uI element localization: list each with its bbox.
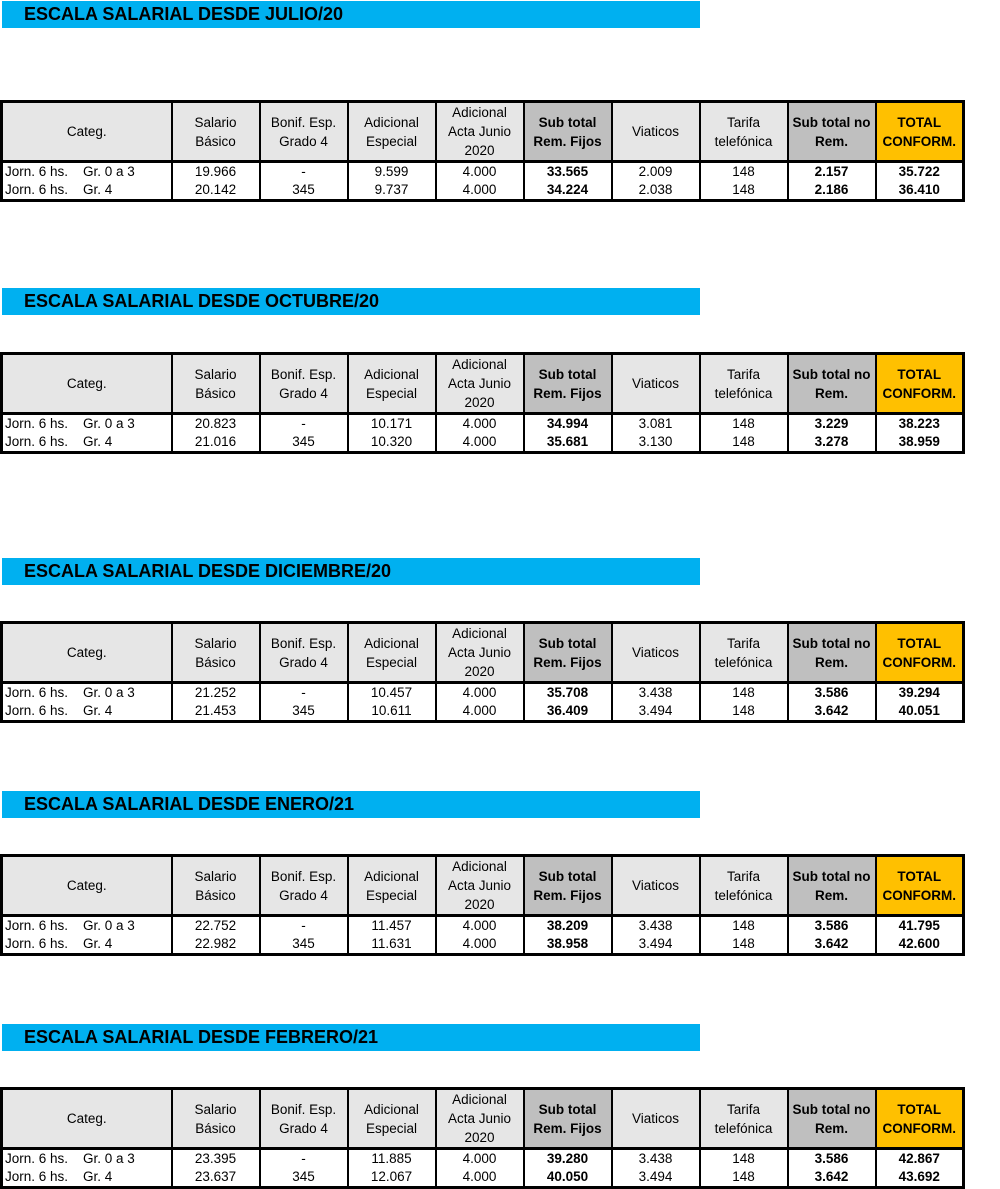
header-tarifa-telefonica xyxy=(700,623,788,683)
cell-adicional-especial: 10.320 xyxy=(348,433,436,453)
cell-adicional-especial: 12.067 xyxy=(348,1168,436,1188)
header-line: Grado 4 xyxy=(279,654,328,670)
header-line: Adicional xyxy=(452,357,507,372)
table-row xyxy=(2,702,964,722)
header-adicional-especial xyxy=(348,102,436,162)
header-viaticos: Viaticos xyxy=(612,1089,700,1149)
header-adicional-acta xyxy=(436,1089,524,1149)
table-row xyxy=(2,433,964,453)
header-line: Rem. xyxy=(814,654,848,670)
header-line: CONFORM. xyxy=(882,887,956,903)
header-line: Sub total no xyxy=(792,366,871,382)
header-line: Grado 4 xyxy=(279,385,328,401)
cell-viaticos: 3.130 xyxy=(612,433,700,453)
header-line: CONFORM. xyxy=(882,133,956,149)
header-line: Sub total xyxy=(538,366,597,382)
header-bonif-esp xyxy=(260,856,348,916)
header-viaticos: Viaticos xyxy=(612,623,700,683)
header-salario-basico: Salario Básico xyxy=(172,1089,260,1149)
cell-tarifa-telefonica: 148 xyxy=(700,935,788,955)
header-line: Bonif. Esp. xyxy=(270,635,337,651)
header-line: Rem. xyxy=(814,1120,848,1136)
header-bonif-esp xyxy=(260,354,348,414)
header-line: Sub total xyxy=(538,635,597,651)
header-line: Rem. Fijos xyxy=(533,133,602,149)
header-subtotal-rem-fijos xyxy=(524,1089,612,1149)
header-line: Acta Junio xyxy=(447,124,512,139)
cell-adicional-acta: 4.000 xyxy=(436,935,524,955)
cell-bonif-esp: - xyxy=(260,162,348,182)
cell-subtotal-no-rem: 2.157 xyxy=(788,162,876,182)
cell-salario-basico: 21.252 xyxy=(172,683,260,703)
cell-adicional-especial: 10.171 xyxy=(348,414,436,434)
header-subtotal-no-rem xyxy=(788,102,876,162)
cell-total-conform: 38.959 xyxy=(876,433,964,453)
section-title: ESCALA SALARIAL DESDE DICIEMBRE/20 xyxy=(2,558,700,585)
table-row xyxy=(2,916,964,936)
header-line: 2020 xyxy=(464,143,495,158)
cell-salario-basico: 22.752 xyxy=(172,916,260,936)
cell-subtotal-rem-fijos: 35.681 xyxy=(524,433,612,453)
cell-viaticos: 3.494 xyxy=(612,935,700,955)
cell-tarifa-telefonica: 148 xyxy=(700,916,788,936)
header-line: Sub total xyxy=(538,114,597,130)
header-bonif-esp xyxy=(260,102,348,162)
cell-viaticos: 3.081 xyxy=(612,414,700,434)
cell-categ: Jorn. 6 hs. Gr. 0 a 3 xyxy=(2,916,172,936)
cell-adicional-acta: 4.000 xyxy=(436,702,524,722)
cell-categ: Jorn. 6 hs. Gr. 0 a 3 xyxy=(2,1149,172,1169)
header-line: Rem. Fijos xyxy=(533,385,602,401)
header-line: Tarifa xyxy=(726,366,760,382)
header-line: Tarifa xyxy=(726,868,760,884)
header-categ: Categ. xyxy=(2,1089,172,1149)
header-subtotal-rem-fijos xyxy=(524,354,612,414)
cell-adicional-especial: 10.457 xyxy=(348,683,436,703)
header-line: Acta Junio xyxy=(447,645,512,660)
header-line: Sub total no xyxy=(792,114,871,130)
header-viaticos: Viaticos xyxy=(612,856,700,916)
cell-categ: Jorn. 6 hs. Gr. 4 xyxy=(2,433,172,453)
header-line: Tarifa xyxy=(726,114,760,130)
header-subtotal-no-rem xyxy=(788,856,876,916)
table-row xyxy=(2,414,964,434)
header-total-conform xyxy=(876,856,964,916)
header-line: telefónica xyxy=(714,654,773,670)
header-line: Tarifa xyxy=(726,635,760,651)
header-tarifa-telefonica xyxy=(700,102,788,162)
salary-table xyxy=(0,621,965,723)
section-title: ESCALA SALARIAL DESDE JULIO/20 xyxy=(2,1,700,28)
header-line: Adicional xyxy=(364,635,419,651)
header-line: Grado 4 xyxy=(279,1120,328,1136)
cell-tarifa-telefonica: 148 xyxy=(700,683,788,703)
cell-categ: Jorn. 6 hs. Gr. 0 a 3 xyxy=(2,683,172,703)
header-line: Rem. Fijos xyxy=(533,654,602,670)
cell-adicional-acta: 4.000 xyxy=(436,181,524,201)
header-adicional-acta xyxy=(436,354,524,414)
cell-salario-basico: 22.982 xyxy=(172,935,260,955)
cell-tarifa-telefonica: 148 xyxy=(700,433,788,453)
cell-salario-basico: 19.966 xyxy=(172,162,260,182)
cell-adicional-acta: 4.000 xyxy=(436,683,524,703)
header-line: Sub total no xyxy=(792,1101,871,1117)
header-adicional-especial xyxy=(348,354,436,414)
cell-total-conform: 39.294 xyxy=(876,683,964,703)
header-salario-basico: Salario Básico xyxy=(172,623,260,683)
cell-adicional-especial: 10.611 xyxy=(348,702,436,722)
header-viaticos: Viaticos xyxy=(612,354,700,414)
table-row xyxy=(2,162,964,182)
header-line: 2020 xyxy=(464,395,495,410)
cell-subtotal-rem-fijos: 38.958 xyxy=(524,935,612,955)
cell-subtotal-rem-fijos: 35.708 xyxy=(524,683,612,703)
header-line: Bonif. Esp. xyxy=(270,114,337,130)
header-line: Acta Junio xyxy=(447,878,512,893)
cell-adicional-acta: 4.000 xyxy=(436,1149,524,1169)
header-line: Tarifa xyxy=(726,1101,760,1117)
cell-viaticos: 2.009 xyxy=(612,162,700,182)
cell-tarifa-telefonica: 148 xyxy=(700,1149,788,1169)
header-line: Grado 4 xyxy=(279,133,328,149)
header-line: TOTAL xyxy=(897,868,942,884)
header-categ: Categ. xyxy=(2,856,172,916)
cell-viaticos: 3.438 xyxy=(612,1149,700,1169)
cell-viaticos: 3.494 xyxy=(612,702,700,722)
cell-categ: Jorn. 6 hs. Gr. 4 xyxy=(2,1168,172,1188)
header-subtotal-rem-fijos xyxy=(524,623,612,683)
cell-adicional-especial: 11.631 xyxy=(348,935,436,955)
header-line: telefónica xyxy=(714,385,773,401)
header-line: Adicional xyxy=(364,868,419,884)
table-row xyxy=(2,1168,964,1188)
cell-total-conform: 43.692 xyxy=(876,1168,964,1188)
header-adicional-acta xyxy=(436,856,524,916)
cell-salario-basico: 23.637 xyxy=(172,1168,260,1188)
cell-subtotal-no-rem: 3.642 xyxy=(788,935,876,955)
cell-tarifa-telefonica: 148 xyxy=(700,1168,788,1188)
salary-table xyxy=(0,352,965,454)
header-adicional-acta xyxy=(436,623,524,683)
header-viaticos: Viaticos xyxy=(612,102,700,162)
cell-subtotal-no-rem: 3.642 xyxy=(788,702,876,722)
header-line: 2020 xyxy=(464,897,495,912)
cell-bonif-esp: - xyxy=(260,1149,348,1169)
cell-adicional-especial: 9.599 xyxy=(348,162,436,182)
header-adicional-especial xyxy=(348,623,436,683)
cell-tarifa-telefonica: 148 xyxy=(700,702,788,722)
header-row xyxy=(2,856,964,916)
header-row xyxy=(2,102,964,162)
header-adicional-especial xyxy=(348,856,436,916)
header-subtotal-rem-fijos xyxy=(524,856,612,916)
header-line: telefónica xyxy=(714,133,773,149)
header-tarifa-telefonica xyxy=(700,354,788,414)
header-line: Especial xyxy=(365,887,418,903)
cell-subtotal-no-rem: 2.186 xyxy=(788,181,876,201)
header-line: Adicional xyxy=(364,366,419,382)
salary-table xyxy=(0,854,965,956)
header-total-conform xyxy=(876,102,964,162)
cell-adicional-acta: 4.000 xyxy=(436,433,524,453)
cell-viaticos: 3.438 xyxy=(612,683,700,703)
header-line: Sub total xyxy=(538,868,597,884)
header-subtotal-no-rem xyxy=(788,1089,876,1149)
cell-subtotal-rem-fijos: 34.994 xyxy=(524,414,612,434)
header-tarifa-telefonica xyxy=(700,1089,788,1149)
header-line: Acta Junio xyxy=(447,376,512,391)
cell-bonif-esp: 345 xyxy=(260,702,348,722)
header-adicional-acta xyxy=(436,102,524,162)
header-categ: Categ. xyxy=(2,623,172,683)
header-bonif-esp xyxy=(260,623,348,683)
cell-total-conform: 41.795 xyxy=(876,916,964,936)
header-line: Adicional xyxy=(364,1101,419,1117)
header-row xyxy=(2,354,964,414)
cell-viaticos: 2.038 xyxy=(612,181,700,201)
cell-subtotal-rem-fijos: 34.224 xyxy=(524,181,612,201)
header-line: Rem. Fijos xyxy=(533,1120,602,1136)
cell-bonif-esp: 345 xyxy=(260,935,348,955)
cell-adicional-acta: 4.000 xyxy=(436,162,524,182)
table-row xyxy=(2,1149,964,1169)
cell-adicional-acta: 4.000 xyxy=(436,916,524,936)
cell-subtotal-no-rem: 3.229 xyxy=(788,414,876,434)
cell-bonif-esp: - xyxy=(260,414,348,434)
header-subtotal-no-rem xyxy=(788,623,876,683)
cell-adicional-especial: 11.457 xyxy=(348,916,436,936)
header-line: telefónica xyxy=(714,887,773,903)
cell-bonif-esp: 345 xyxy=(260,181,348,201)
header-subtotal-rem-fijos xyxy=(524,102,612,162)
header-salario-basico: Salario Básico xyxy=(172,354,260,414)
cell-tarifa-telefonica: 148 xyxy=(700,414,788,434)
cell-adicional-especial: 9.737 xyxy=(348,181,436,201)
cell-bonif-esp: 345 xyxy=(260,433,348,453)
cell-subtotal-no-rem: 3.586 xyxy=(788,916,876,936)
section-title: ESCALA SALARIAL DESDE OCTUBRE/20 xyxy=(2,288,700,315)
cell-total-conform: 40.051 xyxy=(876,702,964,722)
cell-subtotal-rem-fijos: 38.209 xyxy=(524,916,612,936)
header-line: Adicional xyxy=(452,1092,507,1107)
header-salario-basico: Salario Básico xyxy=(172,856,260,916)
cell-subtotal-no-rem: 3.586 xyxy=(788,1149,876,1169)
cell-tarifa-telefonica: 148 xyxy=(700,162,788,182)
cell-total-conform: 36.410 xyxy=(876,181,964,201)
cell-salario-basico: 21.453 xyxy=(172,702,260,722)
header-line: Bonif. Esp. xyxy=(270,868,337,884)
header-line: 2020 xyxy=(464,664,495,679)
header-line: CONFORM. xyxy=(882,1120,956,1136)
header-adicional-especial xyxy=(348,1089,436,1149)
table-row xyxy=(2,181,964,201)
table-row xyxy=(2,683,964,703)
header-tarifa-telefonica xyxy=(700,856,788,916)
header-total-conform xyxy=(876,1089,964,1149)
cell-adicional-acta: 4.000 xyxy=(436,1168,524,1188)
cell-subtotal-rem-fijos: 36.409 xyxy=(524,702,612,722)
header-line: Sub total no xyxy=(792,868,871,884)
cell-adicional-acta: 4.000 xyxy=(436,414,524,434)
header-line: CONFORM. xyxy=(882,654,956,670)
cell-categ: Jorn. 6 hs. Gr. 0 a 3 xyxy=(2,162,172,182)
header-row xyxy=(2,623,964,683)
cell-subtotal-no-rem: 3.642 xyxy=(788,1168,876,1188)
header-total-conform xyxy=(876,354,964,414)
header-categ: Categ. xyxy=(2,102,172,162)
header-line: Adicional xyxy=(452,105,507,120)
cell-adicional-especial: 11.885 xyxy=(348,1149,436,1169)
header-line: Especial xyxy=(365,654,418,670)
cell-bonif-esp: - xyxy=(260,683,348,703)
header-line: Rem. xyxy=(814,385,848,401)
cell-viaticos: 3.438 xyxy=(612,916,700,936)
header-line: Bonif. Esp. xyxy=(270,1101,337,1117)
header-line: Adicional xyxy=(364,114,419,130)
header-line: 2020 xyxy=(464,1130,495,1145)
cell-bonif-esp: - xyxy=(260,916,348,936)
cell-total-conform: 35.722 xyxy=(876,162,964,182)
header-line: Acta Junio xyxy=(447,1111,512,1126)
cell-total-conform: 42.867 xyxy=(876,1149,964,1169)
cell-subtotal-no-rem: 3.278 xyxy=(788,433,876,453)
header-line: CONFORM. xyxy=(882,385,956,401)
header-row xyxy=(2,1089,964,1149)
header-line: TOTAL xyxy=(897,635,942,651)
header-line: Grado 4 xyxy=(279,887,328,903)
header-line: Especial xyxy=(365,1120,418,1136)
cell-subtotal-rem-fijos: 33.565 xyxy=(524,162,612,182)
header-line: TOTAL xyxy=(897,114,942,130)
header-line: TOTAL xyxy=(897,1101,942,1117)
header-subtotal-no-rem xyxy=(788,354,876,414)
header-line: Rem. xyxy=(814,133,848,149)
header-line: Rem. xyxy=(814,887,848,903)
cell-subtotal-rem-fijos: 39.280 xyxy=(524,1149,612,1169)
cell-subtotal-rem-fijos: 40.050 xyxy=(524,1168,612,1188)
section-title: ESCALA SALARIAL DESDE FEBRERO/21 xyxy=(2,1024,700,1051)
header-bonif-esp xyxy=(260,1089,348,1149)
header-line: telefónica xyxy=(714,1120,773,1136)
cell-categ: Jorn. 6 hs. Gr. 4 xyxy=(2,702,172,722)
section-title: ESCALA SALARIAL DESDE ENERO/21 xyxy=(2,791,700,818)
cell-total-conform: 42.600 xyxy=(876,935,964,955)
header-total-conform xyxy=(876,623,964,683)
cell-categ: Jorn. 6 hs. Gr. 4 xyxy=(2,181,172,201)
cell-salario-basico: 20.142 xyxy=(172,181,260,201)
header-line: Especial xyxy=(365,133,418,149)
header-line: Adicional xyxy=(452,626,507,641)
header-line: Rem. Fijos xyxy=(533,887,602,903)
cell-categ: Jorn. 6 hs. Gr. 4 xyxy=(2,935,172,955)
cell-categ: Jorn. 6 hs. Gr. 0 a 3 xyxy=(2,414,172,434)
salary-table xyxy=(0,100,965,202)
header-line: Especial xyxy=(365,385,418,401)
cell-viaticos: 3.494 xyxy=(612,1168,700,1188)
table-row xyxy=(2,935,964,955)
header-line: Bonif. Esp. xyxy=(270,366,337,382)
cell-bonif-esp: 345 xyxy=(260,1168,348,1188)
header-categ: Categ. xyxy=(2,354,172,414)
header-line: Sub total xyxy=(538,1101,597,1117)
cell-subtotal-no-rem: 3.586 xyxy=(788,683,876,703)
cell-total-conform: 38.223 xyxy=(876,414,964,434)
salary-table xyxy=(0,1087,965,1189)
header-line: Sub total no xyxy=(792,635,871,651)
cell-salario-basico: 23.395 xyxy=(172,1149,260,1169)
header-line: Adicional xyxy=(452,859,507,874)
cell-salario-basico: 21.016 xyxy=(172,433,260,453)
cell-salario-basico: 20.823 xyxy=(172,414,260,434)
header-salario-basico: Salario Básico xyxy=(172,102,260,162)
cell-tarifa-telefonica: 148 xyxy=(700,181,788,201)
header-line: TOTAL xyxy=(897,366,942,382)
